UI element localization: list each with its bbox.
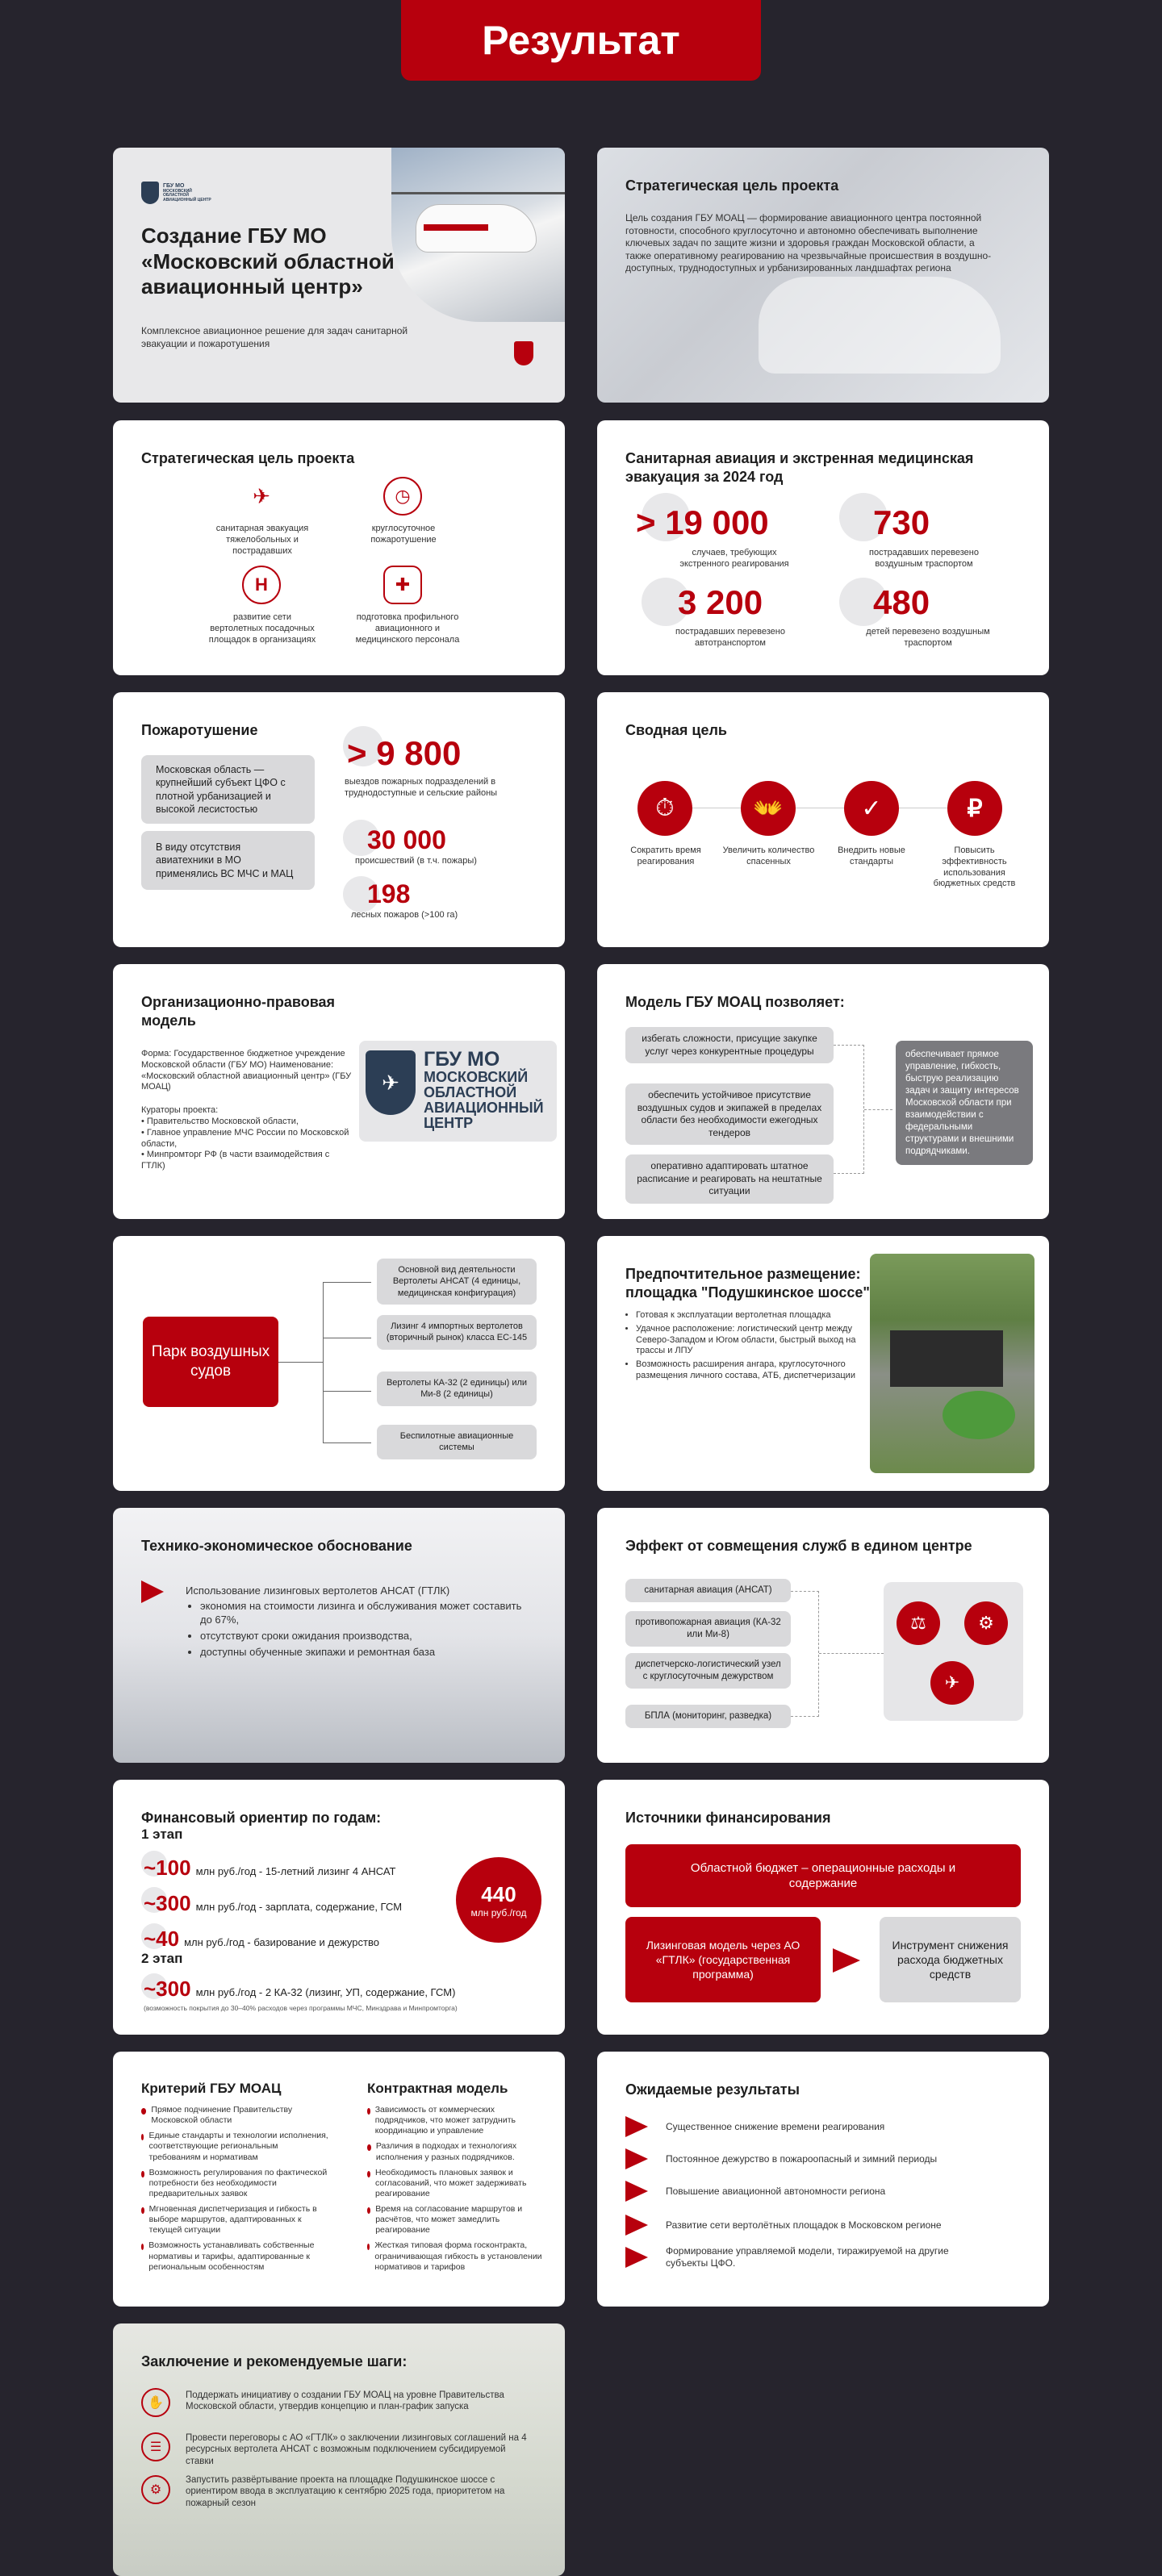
stopwatch-icon: ⏱ <box>637 781 692 836</box>
total-cost-circle <box>456 1857 541 1943</box>
launch-icon: ⚙ <box>141 2475 170 2504</box>
shield-icon: ✈ <box>366 1050 416 1115</box>
curator-item: • Правительство Московской области, <box>141 1117 299 1126</box>
scales-icon: ⚖ <box>897 1601 940 1645</box>
source-regional-budget: Областной бюджет – операционные расходы и содержание <box>625 1844 1021 1907</box>
handshake-icon: ✋ <box>141 2388 170 2417</box>
stat-air-transported: 730 <box>873 503 930 541</box>
benefit-item: обеспечить устойчивое присутствие воздушных судов и экипажей в пределах области без необходимости ежегодных тендеров <box>625 1083 834 1145</box>
stat-incidents: 30 000 <box>367 825 446 854</box>
slide-summary-goal[interactable] <box>597 692 1049 947</box>
logo-subtext: МОСКОВСКИЙ ОБЛАСТНОЙ АВИАЦИОННЫЙ ЦЕНТР <box>163 188 211 202</box>
curator-item: • Минпромторг РФ (в части взаимодействия с ГТЛК) <box>141 1150 330 1171</box>
stat-auto-transported-label: пострадавших перевезено автотранспортом <box>675 627 785 648</box>
fleet-item-ansat <box>377 1259 537 1305</box>
slide-strategic-goals[interactable] <box>113 420 565 675</box>
slide-heading: Финансовый ориентир по годам: <box>141 1810 382 1826</box>
stat-air-transported-label: пострадавших перевезено воздушным траспортом <box>869 548 979 569</box>
slide-heading: Стратегическая цель проекта <box>625 177 839 194</box>
page-title: Результат <box>482 18 680 63</box>
slide-heading: Технико-экономическое обоснование <box>141 1538 412 1554</box>
benefit-summary: обеспечивает прямое управление, гибкость, быструю реализацию задач и защиту интересов Московской области при взаимодействии с федеральными структурами и внешними подрядчиками. <box>896 1041 1033 1165</box>
total-cost-unit: млн руб./год <box>470 1906 527 1918</box>
stat-fire-calls-label: выездов пожарных подразделений в труднодоступные и сельские районы <box>345 777 498 798</box>
slide-air-ambulance-stats[interactable] <box>597 420 1049 675</box>
slide-title-line2: «Московский областной <box>141 248 395 273</box>
slide-firefighting[interactable] <box>113 692 565 947</box>
stat-children-transported: 480 <box>873 583 930 621</box>
slide-combined-services[interactable] <box>597 1508 1049 1763</box>
helicopter-icon: ✈ <box>253 483 270 508</box>
gears-icon: ⚙ <box>964 1601 1008 1645</box>
result-item: Формирование управляемой модели, тиражируемой на другие субъекты ЦФО. <box>666 2245 949 2269</box>
cost-ka32-value: ~300 <box>144 1977 191 2001</box>
info-aircraft: В виду отсутствия авиатехники в МО применялись ВС МЧС и МАЦ <box>141 831 315 890</box>
step-item: Провести переговоры с АО «ГТЛК» о заключении лизинговых соглашений на 4 ресурсных вертолета АНСАТ с возможным подключением субсидируемой ставки <box>186 2433 527 2466</box>
feasibility-lead: Использование лизинговых вертолетов АНСАТ (ГТЛК) <box>186 1584 450 1597</box>
feasibility-item: • экономия на стоимости лизинга и обслуживания может составить до 67%, <box>200 1600 523 1627</box>
cost-salary-label: млн руб./год - зарплата, содержание, ГСМ <box>195 1901 403 1913</box>
curator-item: • Главное управление МЧС России по Московской области, <box>141 1127 349 1149</box>
stage-2-label: 2 этап <box>141 1951 183 1966</box>
feasibility-item: • доступны обученные экипажи и ремонтная база <box>200 1646 523 1660</box>
helicopter-photo <box>391 148 565 322</box>
feasibility-item: • отсутствуют сроки ожидания производства, <box>200 1630 523 1643</box>
page-header <box>401 0 761 81</box>
contract-heading: Контрактная модель <box>367 2081 508 2096</box>
curators-heading: Кураторы проекта: <box>141 1105 219 1115</box>
contract-item: Время на согласование маршрутов и расчётов, что может замедлить реагирование <box>367 2204 549 2236</box>
contract-item: Зависимость от коммерческих подрядчиков, что может затруднить координацию и управление <box>367 2105 549 2136</box>
org-logo-line1: ГБУ МО <box>424 1048 500 1071</box>
slide-aircraft-fleet[interactable] <box>113 1236 565 1491</box>
stat-incidents-label: происшествий (в т.ч. пожары) <box>355 856 477 866</box>
fleet-item-ec145: Лизинг 4 импортных вертолетов (вторичный рынок) класса ЕС-145 <box>377 1315 537 1350</box>
logo-badge <box>141 182 211 204</box>
result-item: Повышение авиационной автономности региона <box>666 2185 886 2197</box>
slide-heading: Источники финансирования <box>625 1810 831 1826</box>
red-arrow-icon <box>625 2215 648 2236</box>
slide-org-legal-model[interactable] <box>113 964 565 1219</box>
placement-item: • Удачное расположение: логистический центр между Северо-Западом и Югом области, быстрый выход на трассы и ЛПУ <box>636 1324 866 1357</box>
fleet-item-uav: Беспилотные авиационные системы <box>377 1425 537 1459</box>
logo-text: ГБУ МО <box>163 182 185 189</box>
source-leasing: Лизинговая модель через АО «ГТЛК» (государственная программа) <box>625 1917 821 2002</box>
stat-forest-fires-label: лесных пожаров (>100 га) <box>351 910 458 920</box>
slide-subtitle: Комплексное авиационное решение для задач санитарной эвакуации и пожаротушения <box>141 325 408 349</box>
services-hub <box>884 1582 1023 1721</box>
stat-cases-label: случаев, требующих экстренного реагирования <box>679 548 789 569</box>
cost-basing-label: млн руб./год - базирование и дежурство <box>184 1936 379 1948</box>
step-item: Поддержать инициативу о создании ГБУ МОАЦ на уровне Правительства Московской области, утвердив концепцию и план-график запуска <box>186 2390 504 2412</box>
red-arrow-icon <box>141 1580 164 1603</box>
cost-lease-value: ~100 <box>144 1856 191 1880</box>
cost-ka32-label: млн руб./год - 2 КА-32 (лизинг, УП, содержание, ГСМ) <box>195 1986 456 1998</box>
red-arrow-icon <box>625 2181 648 2202</box>
service-item: противопожарная авиация (КА-32 или Ми-8) <box>625 1611 791 1647</box>
criteria-item: Возможность устанавливать собственные нормативы и тарифы, адаптированные к региональным особенностям <box>141 2240 331 2272</box>
fleet-item-ansat-text: Основной вид деятельности Вертолеты АНСАТ (4 единицы, медицинская конфигурация) <box>392 1265 521 1298</box>
stat-forest-fires: 198 <box>367 879 411 908</box>
fleet-item-ka32: Вертолеты КА-32 (2 единицы) или Ми-8 (2 единицы) <box>377 1372 537 1406</box>
info-region: Московская область — крупнейший субъект ЦФО с плотной урбанизацией и высокой лесистостью <box>141 755 315 824</box>
medic-icon: ✚ <box>383 566 422 604</box>
total-cost-value: 440 <box>481 1881 516 1906</box>
emblem-icon <box>514 341 533 365</box>
stage-1-label: 1 этап <box>141 1827 183 1842</box>
clock-fire-icon: ◷ <box>383 477 422 516</box>
placement-item: • Готовая к эксплуатации вертолетная площадка <box>636 1310 866 1321</box>
service-item: диспетчерско-логистический узел с круглосуточным дежурством <box>625 1653 791 1689</box>
cost-basing-value: ~40 <box>144 1927 180 1951</box>
slide-heading: Организационно-правовая модель <box>141 994 336 1029</box>
aerial-photo <box>870 1254 1035 1473</box>
result-item: Существенное снижение времени реагирования <box>666 2120 885 2132</box>
red-arrow-icon <box>833 1948 860 1973</box>
benefit-item: избегать сложности, присущие закупке услуг через конкурентные процедуры <box>625 1027 834 1063</box>
stat-cases: > 19 000 <box>636 503 769 541</box>
hands-people-icon: 👐 <box>741 781 796 836</box>
gear-helicopter-icon: ✈ <box>930 1661 974 1705</box>
slide-heading: Модель ГБУ МОАЦ позволяет: <box>625 994 845 1010</box>
org-logo-line2: МОСКОВСКИЙ <box>424 1069 529 1086</box>
slide-heading: Ожидаемые результаты <box>625 2081 800 2098</box>
benefit-item: оперативно адаптировать штатное расписание и реагировать на нештатные ситуации <box>625 1154 834 1204</box>
placement-item: • Возможность расширения ангара, круглосуточного размещения личного состава, АТБ, диспетчеризации <box>636 1359 866 1382</box>
slide-title[interactable] <box>113 148 565 403</box>
red-arrow-icon <box>625 2116 648 2137</box>
fleet-main: Парк воздушных судов <box>143 1317 278 1407</box>
org-form-text: Форма: Государственное бюджетное учреждение Московской области (ГБУ МО) Наименование: «Московский областной авиационный центр» (ГБУ МОАЦ) <box>141 1049 352 1092</box>
source-instrument: Инструмент снижения расхода бюджетных средств <box>880 1917 1021 2002</box>
red-arrow-icon <box>625 2247 648 2268</box>
criteria-item: Единые стандарты и технологии исполнения, соответствующие региональным требованиям и нормативам <box>141 2131 331 2162</box>
slide-heading: Заключение и рекомендуемые шаги: <box>141 2353 408 2369</box>
slide-conclusion[interactable] <box>113 2323 565 2576</box>
slide-comparison[interactable] <box>113 2052 565 2307</box>
slide-model-allows[interactable] <box>597 964 1049 1219</box>
goal-label-firefighting: круглосуточное пожаротушение <box>370 524 437 545</box>
ruble-icon: ₽ <box>947 781 1002 836</box>
stat-auto-transported: 3 200 <box>678 583 763 621</box>
org-logo-panel <box>359 1041 557 1142</box>
service-item: санитарная авиация (АНСАТ) <box>625 1579 791 1602</box>
cost-lease-label: млн руб./год - 15-летний лизинг 4 АНСАТ <box>195 1865 396 1877</box>
red-arrow-icon <box>625 2148 648 2169</box>
check-icon: ✓ <box>844 781 899 836</box>
goal-rescued: Увеличить количество спасенных <box>722 845 815 866</box>
goal-label-training: подготовка профильного авиационного и медицинского персонала <box>355 612 460 645</box>
slide-heading: Стратегическая цель проекта <box>141 450 355 466</box>
slide-heading: Предпочтительное размещение: площадка "Подушкинское шоссе" <box>625 1266 870 1301</box>
slide-feasibility[interactable] <box>113 1508 565 1763</box>
slide-heading: Пожаротушение <box>141 722 258 738</box>
goal-label-helipads: развитие сети вертолетных посадочных площадок в организациях <box>208 612 316 645</box>
criteria-heading: Критерий ГБУ МОАЦ <box>141 2081 282 2096</box>
goal-budget: Повысить эффективность использования бюджетных средств <box>933 845 1016 889</box>
goal-response-time: Сократить время реагирования <box>630 845 701 866</box>
org-logo-line3: ОБЛАСТНОЙ <box>424 1084 517 1101</box>
goal-label-evacuation: санитарная эвакуация тяжелобольных и пострадавших <box>215 524 309 556</box>
criteria-item: Возможность регулирования по фактической потребности без необходимости предварительных заявок <box>141 2168 331 2199</box>
slide-financial-plan[interactable] <box>113 1780 565 2035</box>
cost-salary-value: ~300 <box>144 1891 191 1915</box>
slide-expected-results[interactable] <box>597 2052 1049 2307</box>
stat-fire-calls: > 9 800 <box>347 734 462 772</box>
slide-body-text: Цель создания ГБУ МОАЦ — формирование авиационного центра постоянной готовности, способного круглосуточно и автономно обеспечивать выполнение ключевых задач по защите жизни и здоровья граждан Московской области, а также оперативному реагированию на чрезвычайные происшествия в воздушно-доступных, труднодоступных и урбанизированных ландшафтах региона <box>625 212 992 274</box>
goal-standards: Внедрить новые стандарты <box>838 845 905 866</box>
criteria-item: Мгновенная диспетчеризация и гибкость в выборе маршрутов, адаптированных к текущей ситуации <box>141 2204 331 2236</box>
slide-funding-sources[interactable] <box>597 1780 1049 2035</box>
result-item: Постоянное дежурство в пожароопасный и зимний периоды <box>666 2152 938 2165</box>
slide-heading: Эффект от совмещения служб в едином центре <box>625 1538 972 1554</box>
step-item: Запустить развёртывание проекта на площадке Подушкинское шоссе с ориентиром ввода в эксплуатацию к сентябрю 2025 года, приоритетом на пожарный сезон <box>186 2475 505 2508</box>
slide-heading: Сводная цель <box>625 722 727 738</box>
org-logo-line5: ЦЕНТР <box>424 1114 474 1131</box>
slide-heading: Санитарная авиация и экстренная медицинская эвакуация за 2024 год <box>625 450 974 485</box>
stat-children-label: детей перевезено воздушным траспортом <box>866 627 990 648</box>
funding-note: (возможность покрытия до 30–40% расходов через программы МЧС, Минздрава и Минпромторга) <box>144 2004 458 2012</box>
helipad-icon: H <box>242 566 281 604</box>
result-item: Развитие сети вертолётных площадок в Московском регионе <box>666 2219 942 2231</box>
slide-strategic-goal-text[interactable] <box>597 148 1049 403</box>
slide-title-line1: Создание ГБУ МО <box>141 223 327 248</box>
slide-title-line3: авиационный центр» <box>141 274 363 299</box>
contract-item: Жесткая типовая форма госконтракта, ограничивающая гибкость в установлении нормативов и тарифов <box>367 2240 549 2272</box>
org-logo-line4: АВИАЦИОННЫЙ <box>424 1100 544 1117</box>
criteria-item: Прямое подчинение Правительству Московской области <box>141 2105 331 2126</box>
service-item: БПЛА (мониторинг, разведка) <box>625 1705 791 1728</box>
document-icon: ☰ <box>141 2432 170 2461</box>
slide-placement[interactable] <box>597 1236 1049 1491</box>
contract-item: Различия в подходах и технологиях исполнения у разных подрядчиков. <box>367 2141 549 2162</box>
contract-item: Необходимость плановых заявок и согласований, что может задерживать реагирование <box>367 2168 549 2199</box>
